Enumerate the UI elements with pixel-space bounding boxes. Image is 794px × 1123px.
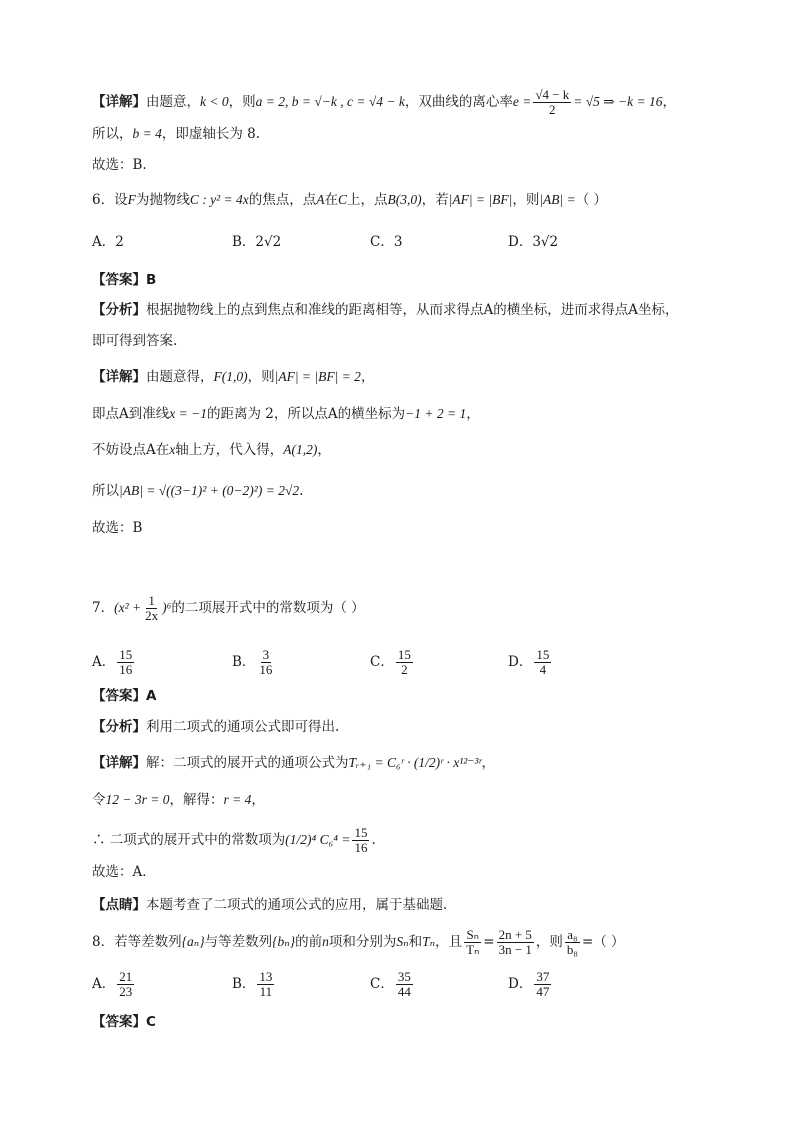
option-label: B． xyxy=(232,976,256,992)
denominator: 2 xyxy=(401,662,408,677)
q5-line2 xyxy=(92,124,260,144)
fraction xyxy=(257,970,274,999)
numerator: 37 xyxy=(536,969,550,984)
fraction xyxy=(117,970,134,999)
math: Tₙ xyxy=(422,934,436,949)
text: ，则 xyxy=(512,192,540,208)
q7-option-d xyxy=(508,648,553,677)
math: x xyxy=(169,442,176,457)
denominator: 2x xyxy=(145,608,159,623)
text: ，解得： xyxy=(169,792,224,808)
q6-option-d: D．3√2 xyxy=(508,234,559,250)
math: x = −1 xyxy=(169,406,207,421)
q7-choose: 故选：A． xyxy=(92,864,156,880)
denominator: 16 xyxy=(259,662,273,677)
text: =（ ） xyxy=(581,934,625,950)
text: 8．若等差数列 xyxy=(92,934,182,950)
text: （ ） xyxy=(575,192,608,208)
text: 即点A到准线 xyxy=(92,406,170,422)
math: |AF| = |BF| xyxy=(448,192,513,207)
detail-tag: 【详解】 xyxy=(92,369,146,385)
math: 12 − 3r = 0 xyxy=(105,792,170,807)
math: A xyxy=(316,192,325,207)
math: k < 0 xyxy=(200,94,229,109)
fraction xyxy=(117,648,134,677)
text: 项和分别为 xyxy=(328,934,397,950)
text: ， xyxy=(360,369,375,385)
text: 利用二项式的通项公式即可得出. xyxy=(146,719,340,735)
denominator: 47 xyxy=(536,984,550,999)
q8-option-d xyxy=(508,970,553,999)
q8-option-a xyxy=(92,970,136,999)
math: {aₙ} xyxy=(181,934,205,949)
text: 的前 xyxy=(295,934,323,950)
q6-stem xyxy=(92,190,607,210)
text: 令 xyxy=(92,792,106,808)
numerator: 3 xyxy=(262,647,270,662)
math: |AB| = √((3−1)² + (0−2)²) = 2√2 xyxy=(119,483,300,498)
q5-detail-line xyxy=(92,88,676,117)
math: |AF| = |BF| = 2 xyxy=(274,369,361,384)
fraction xyxy=(396,970,413,999)
fraction xyxy=(352,826,369,855)
text: ， xyxy=(317,442,331,458)
numerator: 35 xyxy=(397,969,411,984)
math: B(3,0) xyxy=(387,192,422,207)
math: a = 2, b = √−k , c = √4 − k xyxy=(255,94,405,109)
fraction xyxy=(497,928,534,957)
text: ， xyxy=(481,755,495,771)
numerator: 15 xyxy=(397,647,411,662)
denominator: 11 xyxy=(259,984,273,999)
numerator: Sₙ xyxy=(466,927,479,942)
option-label: B． xyxy=(232,654,256,670)
q7-comment xyxy=(92,895,457,915)
text: 根据抛物线上的点到焦点和准线的距离相等，从而求得点A的横坐标，进而求得点A坐标， xyxy=(146,302,679,318)
q7-detail-2 xyxy=(92,790,265,810)
text: ，且 xyxy=(435,934,463,950)
text: ， xyxy=(251,792,265,808)
option-label: D． xyxy=(508,654,533,670)
math: (1/2)⁴ C₆⁴ = xyxy=(285,832,351,847)
q6-analysis-2: 即可得到答案. xyxy=(92,333,178,349)
math: −1 + 2 = 1 xyxy=(405,406,467,421)
math: = √5 ⇒ −k = 16 xyxy=(573,94,663,109)
text: 所以， xyxy=(92,126,133,142)
numerator: 2n + 5 xyxy=(498,927,532,942)
text: ，则 xyxy=(247,369,275,385)
math: n xyxy=(322,934,329,949)
q6-detail-3 xyxy=(92,440,331,460)
option-label: C． xyxy=(370,654,394,670)
option-label: C． xyxy=(370,976,394,992)
text: ，若 xyxy=(421,192,449,208)
numerator: √4 − k xyxy=(535,87,570,102)
analysis-tag: 【分析】 xyxy=(92,302,146,318)
q7-stem xyxy=(92,594,365,623)
q5-choose: 故选：B. xyxy=(92,157,147,173)
q6-detail-4 xyxy=(92,481,303,501)
numerator: 15 xyxy=(119,647,133,662)
math: (x² + xyxy=(114,600,142,615)
option-label: A． xyxy=(92,654,116,670)
text: 上，点 xyxy=(347,192,388,208)
denominator: Tₙ xyxy=(466,942,480,957)
text: ∴ 二项式的展开式中的常数项为 xyxy=(92,832,286,848)
fraction xyxy=(257,648,274,677)
math: F xyxy=(127,192,136,207)
detail-tag: 【详解】 xyxy=(92,94,146,110)
math: Tᵣ₊₁ = C₆ʳ · (1/2)ʳ · x¹²⁻³ʳ xyxy=(348,755,482,770)
q7-answer: 【答案】A xyxy=(92,688,157,704)
text: . xyxy=(299,483,304,499)
option-label: A． xyxy=(92,976,116,992)
q7-detail-3 xyxy=(92,826,376,855)
fraction xyxy=(565,928,580,957)
text: 在 xyxy=(324,192,338,208)
analysis-tag: 【分析】 xyxy=(92,719,146,735)
q6-analysis-1 xyxy=(92,300,679,320)
denominator: 16 xyxy=(354,840,368,855)
text: = xyxy=(483,934,495,950)
q8-stem xyxy=(92,928,625,957)
denominator: 23 xyxy=(119,984,133,999)
text: ，双曲线的离心率 xyxy=(404,94,513,110)
comment-tag: 【点睛】 xyxy=(92,897,146,913)
q7-detail-1 xyxy=(92,753,495,773)
denominator: 3n − 1 xyxy=(498,942,532,957)
q6-answer: 【答案】B xyxy=(92,272,157,288)
q7-option-b xyxy=(232,648,276,677)
numerator: 1 xyxy=(148,593,155,608)
text: 的焦点，点 xyxy=(248,192,317,208)
text: 与等差数列 xyxy=(204,934,273,950)
math: {bₙ} xyxy=(272,934,296,949)
denominator: 2 xyxy=(549,102,556,117)
q8-option-b xyxy=(232,970,276,999)
fraction xyxy=(534,648,551,677)
fraction xyxy=(533,88,571,117)
text: 7． xyxy=(92,600,115,616)
math: Sₙ xyxy=(396,934,409,949)
math: C xyxy=(338,192,348,207)
denominator: 44 xyxy=(397,984,411,999)
fraction xyxy=(464,928,481,957)
q6-detail-1 xyxy=(92,367,374,387)
fraction xyxy=(143,594,160,623)
math: e = xyxy=(512,94,532,109)
text: 的二项展开式中的常数项为（ ） xyxy=(171,600,365,616)
option-label: D． xyxy=(508,976,533,992)
math: |AB| = xyxy=(539,192,576,207)
numerator: 13 xyxy=(259,969,273,984)
q7-option-c xyxy=(370,648,415,677)
text: ， xyxy=(466,406,480,422)
numerator: a₈ xyxy=(567,927,578,942)
math: )⁶ xyxy=(162,600,172,615)
q6-option-b: B．2√2 xyxy=(232,234,282,250)
q8-answer: 【答案】C xyxy=(92,1014,156,1030)
denominator: b₈ xyxy=(566,942,578,957)
text: ，则 xyxy=(535,934,563,950)
q6-option-a: A．2 xyxy=(92,234,124,250)
text: 由题意， xyxy=(146,94,200,110)
text: ，即虚轴长为 8. xyxy=(161,126,261,142)
text: 6．设 xyxy=(92,192,128,208)
numerator: 15 xyxy=(354,825,368,840)
q6-detail-2 xyxy=(92,404,480,424)
text: . xyxy=(371,832,376,848)
text: 由题意得， xyxy=(146,369,214,385)
text: 所以 xyxy=(92,483,119,499)
numerator: 21 xyxy=(119,969,133,984)
math: A(1,2) xyxy=(283,442,318,457)
fraction xyxy=(396,648,413,677)
math: r = 4 xyxy=(223,792,252,807)
text: 不妨设点A在 xyxy=(92,442,170,458)
math: b = 4 xyxy=(132,126,162,141)
numerator: 15 xyxy=(536,647,550,662)
text: ， xyxy=(662,94,676,110)
detail-tag: 【详解】 xyxy=(92,755,146,771)
q6-choose: 故选：B xyxy=(92,520,143,536)
denominator: 16 xyxy=(119,662,133,677)
math: C : y² = 4x xyxy=(189,192,249,207)
math: F(1,0) xyxy=(213,369,248,384)
text: 的距离为 2，所以点A的横坐标为 xyxy=(206,406,406,422)
text: 为抛物线 xyxy=(135,192,190,208)
q7-analysis xyxy=(92,717,339,737)
fraction xyxy=(534,970,551,999)
text: 和 xyxy=(408,934,423,950)
q6-option-c: C．3 xyxy=(370,234,403,250)
text: 解：二项式的展开式的通项公式为 xyxy=(146,755,349,771)
denominator: 4 xyxy=(539,662,547,677)
q8-option-c xyxy=(370,970,415,999)
text: ，则 xyxy=(228,94,256,110)
text: 本题考查了二项式的通项公式的应用，属于基础题． xyxy=(146,897,457,913)
text: 轴上方，代入得， xyxy=(175,442,284,458)
q7-option-a xyxy=(92,648,136,677)
